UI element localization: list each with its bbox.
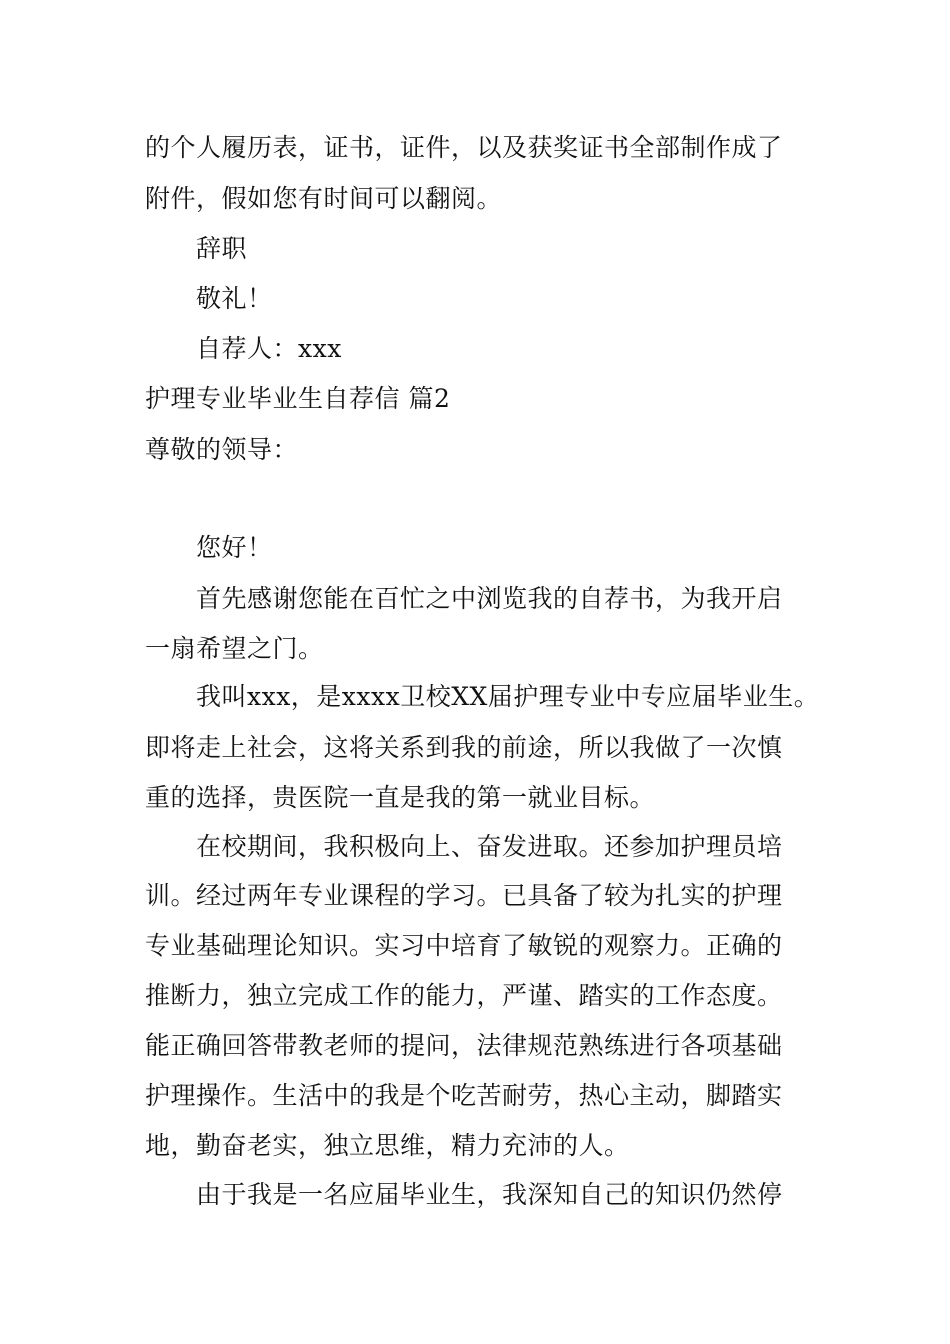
paragraph-line: 能正确回答带教老师的提问，法律规范熟练进行各项基础 [145,1031,783,1060]
paragraph-line: 训。经过两年专业课程的学习。已具备了较为扎实的护理 [145,881,783,910]
paragraph-line: 由于我是一名应届毕业生，我深知自己的知识仍然停 [196,1180,783,1209]
paragraph-line: 地，勤奋老实，独立思维，精力充沛的人。 [145,1131,630,1160]
paragraph-line: 推断力，独立完成工作的能力，严谨、踏实的工作态度。 [145,981,783,1010]
paragraph-line: 首先感谢您能在百忙之中浏览我的自荐书，为我开启 [196,584,783,613]
text-line: 附件，假如您有时间可以翻阅。 [145,184,503,213]
paragraph-line: 在校期间，我积极向上、奋发进取。还参加护理员培 [196,832,783,861]
paragraph-line: 一扇希望之门。 [145,634,324,663]
text-line-salutation-close: 敬礼！ [196,284,273,313]
text-line: 的个人履历表，证书，证件，以及获奖证书全部制作成了 [145,133,783,162]
paragraph-line: 即将走上社会，这将关系到我的前途，所以我做了一次慎 [145,733,783,762]
paragraph-line: 重的选择，贵医院一直是我的第一就业目标。 [145,783,656,812]
text-line-signature: 自荐人：xxx [196,334,342,363]
text-line-closing: 辞职 [196,234,248,263]
paragraph-line: 专业基础理论知识。实习中培育了敏锐的观察力。正确的 [145,931,783,960]
paragraph-line: 我叫xxx，是xxxx卫校XX届护理专业中专应届毕业生。 [196,682,820,711]
text-line-greeting: 您好！ [196,533,273,562]
text-line-greeting-recipient: 尊敬的领导： [145,435,299,464]
section-heading: 护理专业毕业生自荐信 篇2 [145,384,451,413]
paragraph-line: 护理操作。生活中的我是个吃苦耐劳，热心主动，脚踏实 [145,1081,783,1110]
